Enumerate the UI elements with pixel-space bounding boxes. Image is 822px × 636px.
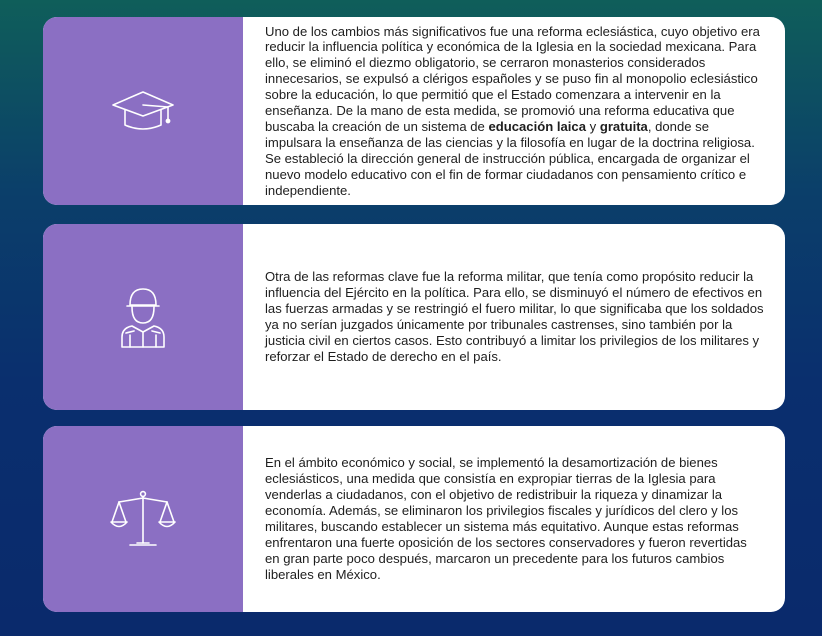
card-text [243,224,785,410]
card-text [243,426,785,612]
card-text [243,17,785,205]
soldier-icon [118,285,168,349]
paragraph-text: Uno de los cambios más significativos fue una reforma eclesiástica, cuyo objetivo era reducir la influencia política y económica de la Iglesia en la sociedad mexicana. Para ello, se eliminó el diezmo obligatorio, se cerraron monasterios considerados innecesarios, se expulsó a clérigos españoles y se puso fin al monopolio eclesiástico sobre la educación, lo que permitió que el Estado comenzara a intervenir en la enseñanza. De la mano de esta medida, se promovió una reforma educativa que buscaba la creación de un sistema de [265,23,760,134]
bold-term-laica: educación laica [488,118,586,134]
card-paragraph: Otra de las reformas clave fue la reforma militar, que tenía como propósito reducir la influencia del Ejército en la política. Para ello, se disminuyó el número de efectivos en las fuerzas armadas y se restringió el fuero militar, lo que significaba que los soldados ya no serían juzgados únicamente por tribunales castrenses, sino también por la justicia civil en ciertos casos. Esto contribuyó a limitar los privilegios de los militares y reforzar el Estado de derecho en el país. [265,269,764,364]
card-icon-panel [43,426,243,612]
paragraph-text-end: , donde se impulsara la enseñanza de las ciencias y la filosofía en lugar de la doctrina religiosa. Se estableció la dirección general de instrucción pública, encargada de organizar el nuevo modelo educativo con el fin de formar ciudadanos con pensamiento crítico e independiente. [265,118,755,198]
card-economic-reform [43,426,785,612]
card-icon-panel [43,17,243,205]
card-icon-panel [43,224,243,410]
card-military-reform [43,224,785,410]
card-education-reform [43,17,785,205]
card-paragraph: En el ámbito económico y social, se implementó la desamortización de bienes eclesiásticos, una medida que consistía en expropiar tierras de la Iglesia para venderlas a ciudadanos, con el objetivo de redistribuir la riqueza y dinamizar la economía. Además, se eliminaron los privilegios fiscales y jurídicos del clero y los militares, buscando establecer un sistema más equitativo. Aunque estas reformas enfrentaron una fuerte oposición de los sectores conservadores y fueron revertidas en gran parte poco después, marcaron un precedente para los futuros cambios liberales en México. [265,455,747,582]
graduation-cap-icon [110,89,176,133]
scales-icon [110,489,176,549]
paragraph-connector: y [586,118,600,134]
card-paragraph [265,24,765,199]
bold-term-gratuita: gratuita [599,118,648,134]
